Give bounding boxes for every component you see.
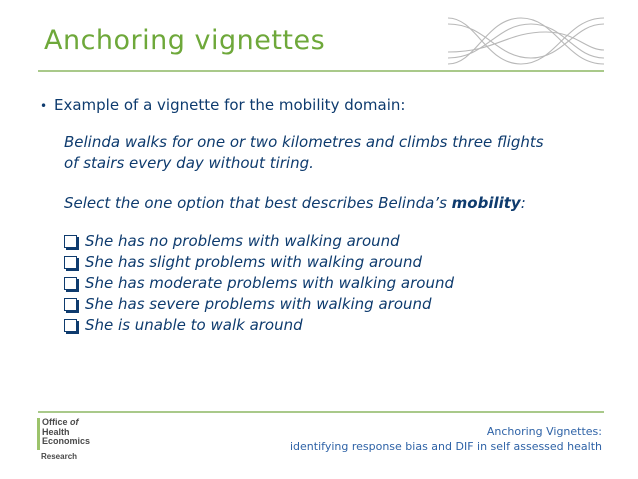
vignette-text bbox=[64, 132, 604, 174]
question-prompt bbox=[64, 194, 526, 212]
vignette-line: of stairs every day without tiring. bbox=[64, 154, 314, 172]
footer-caption bbox=[290, 424, 602, 454]
logo-research-label: Research bbox=[41, 452, 78, 461]
option-item[interactable] bbox=[64, 252, 454, 273]
checkbox-icon[interactable] bbox=[64, 319, 77, 332]
option-item[interactable] bbox=[64, 294, 454, 315]
footer-line-2: identifying response bias and DIF in self assessed health bbox=[290, 440, 602, 453]
option-label: She has no problems with walking around bbox=[85, 232, 400, 250]
option-item[interactable] bbox=[64, 273, 454, 294]
response-options bbox=[64, 231, 454, 336]
option-label: She is unable to walk around bbox=[85, 316, 303, 334]
checkbox-icon[interactable] bbox=[64, 277, 77, 290]
option-label: She has moderate problems with walking around bbox=[85, 274, 455, 292]
option-item[interactable] bbox=[64, 315, 454, 336]
logo-accent-bar bbox=[37, 418, 40, 450]
ohe-research-logo bbox=[37, 418, 97, 462]
prompt-domain-bold: mobility bbox=[451, 194, 521, 212]
wave-lines-decoration bbox=[446, 12, 606, 70]
checkbox-icon[interactable] bbox=[64, 298, 77, 311]
option-item[interactable] bbox=[64, 231, 454, 252]
option-label: She has slight problems with walking around bbox=[85, 253, 423, 271]
prompt-text: Select the one option that best describes Belinda’s bbox=[64, 194, 452, 212]
logo-wordmark: Office of Health Economics bbox=[42, 417, 91, 446]
title-divider bbox=[38, 70, 604, 72]
slide-title: Anchoring vignettes bbox=[44, 25, 326, 56]
vignette-line: Belinda walks for one or two kilometres and climbs three flights bbox=[64, 133, 544, 151]
option-label: She has severe problems with walking around bbox=[85, 295, 432, 313]
checkbox-icon[interactable] bbox=[64, 256, 77, 269]
checkbox-icon[interactable] bbox=[64, 235, 77, 248]
bullet-icon: • bbox=[40, 99, 48, 113]
bullet-point bbox=[40, 96, 405, 114]
footer-divider bbox=[38, 411, 604, 413]
bullet-text: Example of a vignette for the mobility domain: bbox=[54, 96, 406, 114]
footer-line-1: Anchoring Vignettes: bbox=[486, 425, 602, 438]
prompt-colon: : bbox=[520, 194, 526, 212]
